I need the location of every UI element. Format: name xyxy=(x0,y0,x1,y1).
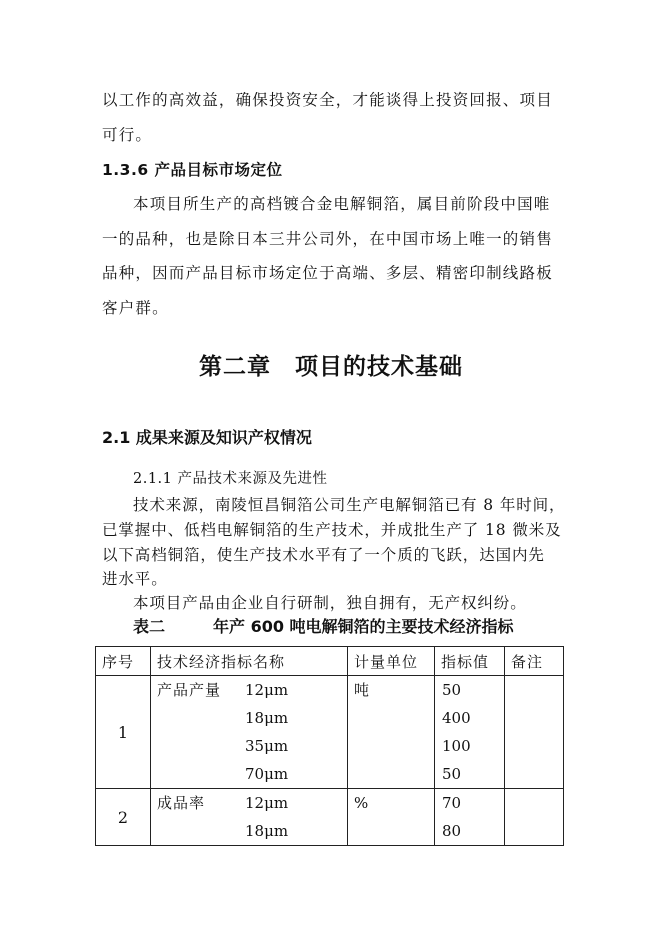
row-value: 100 xyxy=(442,737,471,755)
section-heading-2-1: 2.1 成果来源及知识产权情况 xyxy=(102,428,312,447)
row-spec: 18μm xyxy=(245,709,289,727)
row-unit: % xyxy=(354,794,369,812)
row-value: 50 xyxy=(442,765,462,783)
table-row xyxy=(96,789,564,846)
row-spec: 35μm xyxy=(245,737,289,755)
row-index: 2 xyxy=(96,789,151,846)
subsection-heading-2-1-1: 2.1.1 产品技术来源及先进性 xyxy=(133,471,328,487)
row-unit-cell xyxy=(348,789,435,846)
table-caption xyxy=(133,614,514,637)
row-value: 70 xyxy=(442,794,462,812)
row-value-cell xyxy=(435,676,505,789)
tech-spec-table xyxy=(95,646,564,846)
row-spec: 12μm xyxy=(245,681,289,699)
paragraph-line: 技术来源，南陵恒昌铜箔公司生产电解铜箔已有 8 年时间， xyxy=(133,496,566,514)
intro-line-1: 以工作的高效益，确保投资安全，才能谈得上投资回报、项目 xyxy=(102,91,553,109)
section-heading-1-3-6: 1.3.6 产品目标市场定位 xyxy=(102,161,283,179)
row-name: 成品率 xyxy=(157,794,206,812)
paragraph-line: 本项目产品由企业自行研制，独自拥有，无产权纠纷。 xyxy=(133,594,527,612)
row-note xyxy=(505,789,564,846)
row-spec: 70μm xyxy=(245,765,289,783)
row-spec: 12μm xyxy=(245,794,289,812)
row-name-cell xyxy=(151,789,348,846)
row-name: 产品产量 xyxy=(157,681,222,699)
row-index: 1 xyxy=(96,676,151,789)
header-name: 技术经济指标名称 xyxy=(151,647,348,676)
row-unit: 吨 xyxy=(354,681,370,699)
row-value-cell xyxy=(435,789,505,846)
row-name-cell xyxy=(151,676,348,789)
table-row xyxy=(96,676,564,789)
paragraph-line: 进水平。 xyxy=(102,570,168,588)
paragraph-line: 品种，因而产品目标市场定位于高端、多层、精密印制线路板 xyxy=(102,264,553,282)
paragraph-line: 一的品种，也是除日本三井公司外，在中国市场上唯一的销售 xyxy=(102,230,553,248)
header-unit: 计量单位 xyxy=(348,647,435,676)
paragraph-line: 以下高档铜箔，使生产技术水平有了一个质的飞跃，达国内先 xyxy=(102,546,545,564)
intro-line-2: 可行。 xyxy=(102,126,153,144)
header-value: 指标值 xyxy=(435,647,505,676)
row-value: 400 xyxy=(442,709,471,727)
paragraph-line: 客户群。 xyxy=(102,299,169,317)
row-note xyxy=(505,676,564,789)
table-caption-number: 表二 xyxy=(133,617,166,636)
chapter-title: 第二章 项目的技术基础 xyxy=(199,354,463,380)
row-value: 50 xyxy=(442,681,462,699)
row-spec: 18μm xyxy=(245,822,289,840)
row-value: 80 xyxy=(442,822,462,840)
header-note: 备注 xyxy=(505,647,564,676)
paragraph-line: 本项目所生产的高档镀合金电解铜箔，属目前阶段中国唯 xyxy=(133,195,551,213)
row-unit-cell xyxy=(348,676,435,789)
table-caption-title: 年产 600 吨电解铜箔的主要技术经济指标 xyxy=(213,617,514,636)
table-header-row xyxy=(96,647,564,676)
header-index: 序号 xyxy=(96,647,151,676)
paragraph-line: 已掌握中、低档电解铜箔的生产技术，并成批生产了 18 微米及 xyxy=(102,521,562,539)
